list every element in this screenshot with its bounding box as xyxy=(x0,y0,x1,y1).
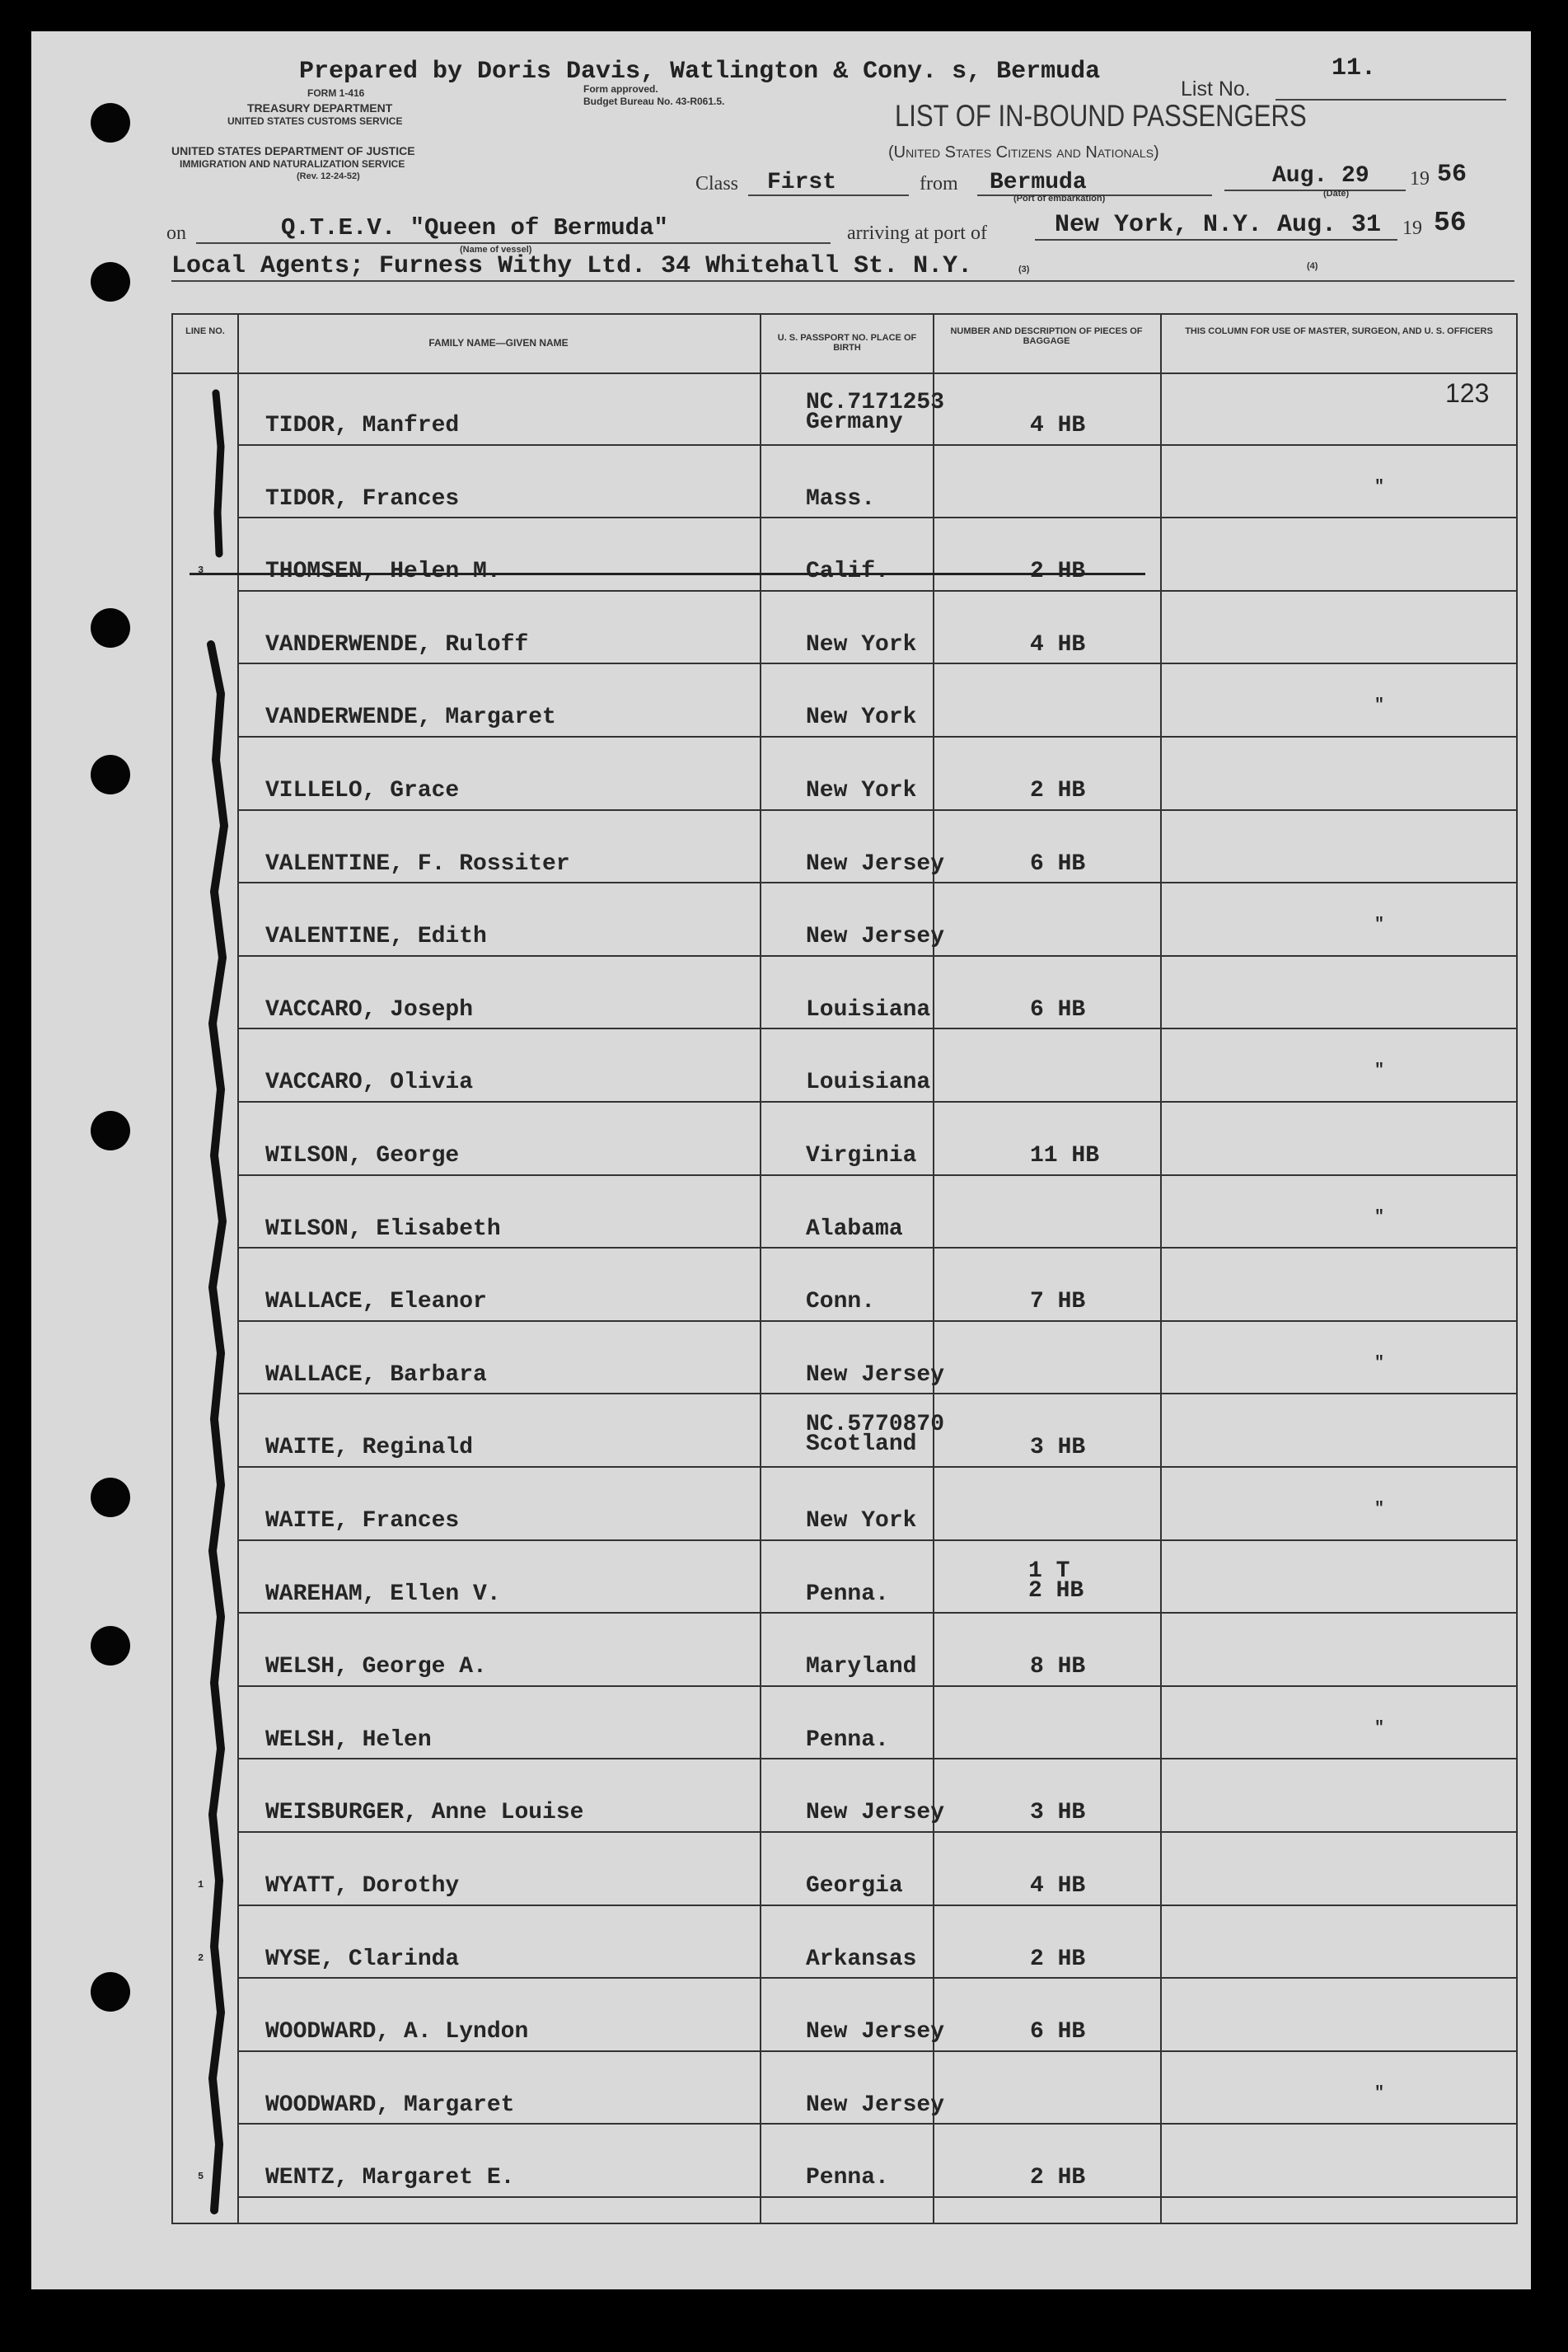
place-of-birth: New Jersey xyxy=(806,1361,945,1388)
place-of-birth: New Jersey xyxy=(806,2019,945,2045)
page-number: 11. xyxy=(1332,54,1377,82)
place-of-birth: New Jersey xyxy=(806,850,945,877)
table-row xyxy=(173,1759,1516,1833)
passenger-name: WAITE, Frances xyxy=(265,1508,460,1534)
list-no-label: List No. xyxy=(1181,77,1251,101)
passenger-name: VILLELO, Grace xyxy=(265,778,460,804)
table-row xyxy=(173,2052,1516,2125)
table-row xyxy=(173,1103,1516,1176)
class-value: First xyxy=(767,170,837,195)
line-number: 2 xyxy=(198,1951,204,1964)
passenger-name: TIDOR, Manfred xyxy=(265,413,460,438)
passenger-name: WOODWARD, Margaret xyxy=(265,2092,515,2118)
place-of-birth: Scotland xyxy=(806,1431,917,1458)
arrival-year: 56 xyxy=(1434,208,1467,238)
table-row xyxy=(173,446,1516,519)
table-row xyxy=(173,957,1516,1030)
from-value: Bermuda xyxy=(990,170,1087,195)
table-row xyxy=(173,1614,1516,1687)
handwritten-bracket xyxy=(173,315,237,2223)
from-label: from xyxy=(920,173,958,194)
name-header: FAMILY NAME—GIVEN NAME xyxy=(428,337,569,349)
treasury-dept: TREASURY DEPARTMENT xyxy=(247,101,393,115)
baggage-count-2: 2 HB xyxy=(1028,1577,1084,1604)
line-number: 1 xyxy=(198,1879,204,1891)
baggage-count: 7 HB xyxy=(1030,1289,1086,1315)
arrival-line xyxy=(1035,239,1397,241)
budget-bureau: Budget Bureau No. 43-R061.5. xyxy=(583,96,725,107)
officer-note: 123 xyxy=(1445,378,1490,408)
table-row xyxy=(173,518,1516,592)
table-row xyxy=(173,1394,1516,1468)
table-row xyxy=(173,2125,1516,2198)
port-embarkation-caption: (Port of embarkation) xyxy=(1013,194,1106,204)
list-no-line xyxy=(1275,99,1506,101)
local-agents: Local Agents; Furness Withy Ltd. 34 Whitehall St. N.Y. xyxy=(171,252,973,280)
passenger-name: WYATT, Dorothy xyxy=(265,1873,460,1899)
place-of-birth: Arkansas xyxy=(806,1946,917,1972)
baggage-count: 2 HB xyxy=(1030,778,1086,804)
baggage-count: 6 HB xyxy=(1030,850,1086,877)
passport-number: NC.7171253 xyxy=(806,390,945,415)
passenger-name: VANDERWENDE, Ruloff xyxy=(265,631,529,658)
place-of-birth: Louisiana xyxy=(806,1070,931,1096)
place-of-birth: Penna. xyxy=(806,1727,889,1753)
agents-line xyxy=(171,280,1514,282)
place-of-birth: Virginia xyxy=(806,1143,917,1169)
departure-year: 56 xyxy=(1437,161,1467,189)
passenger-name: WALLACE, Barbara xyxy=(265,1361,487,1388)
arriving-label: arriving at port of xyxy=(847,223,987,244)
table-row xyxy=(173,811,1516,884)
passenger-name: THOMSEN, Helen M. xyxy=(265,559,501,585)
table-row xyxy=(173,1833,1516,1906)
baggage-header: NUMBER AND DESCRIPTION OF PIECES OF BAGGAGE xyxy=(950,326,1143,346)
place-of-birth: New York xyxy=(806,1508,917,1534)
place-of-birth: Penna. xyxy=(806,2165,889,2191)
baggage-count: 2 HB xyxy=(1030,1946,1086,1972)
list-subtitle: (United States Citizens and Nationals) xyxy=(888,143,1159,162)
place-of-birth: Louisiana xyxy=(806,996,931,1023)
date-caption: (Date) xyxy=(1323,189,1350,199)
passenger-name: WENTZ, Margaret E. xyxy=(265,2165,515,2191)
officer-note: " xyxy=(1374,1353,1385,1373)
table-row xyxy=(173,1176,1516,1249)
place-of-birth: New Jersey xyxy=(806,1800,945,1826)
baggage-count: 6 HB xyxy=(1030,996,1086,1023)
strike-through-line xyxy=(190,573,1145,575)
passport-header: U. S. PASSPORT NO. PLACE OF BIRTH xyxy=(777,333,917,353)
binder-hole xyxy=(91,1111,130,1150)
passenger-name: WILSON, George xyxy=(265,1143,460,1169)
baggage-count: 8 HB xyxy=(1030,1654,1086,1680)
vessel-name: Q.T.E.V. "Queen of Bermuda" xyxy=(281,214,668,241)
baggage-count: 4 HB xyxy=(1030,413,1086,438)
baggage-count: 6 HB xyxy=(1030,2019,1086,2045)
binder-hole xyxy=(91,103,130,143)
officer-note: " xyxy=(1374,2083,1385,2103)
place-of-birth: New York xyxy=(806,778,917,804)
baggage-count: 2 HB xyxy=(1030,2165,1086,2191)
binder-hole xyxy=(91,608,130,648)
passenger-name: VACCARO, Olivia xyxy=(265,1070,474,1096)
binder-hole xyxy=(91,1972,130,2012)
place-of-birth: Conn. xyxy=(806,1289,876,1315)
passenger-name: WELSH, George A. xyxy=(265,1654,487,1680)
column-note-3: (3) xyxy=(1018,265,1030,274)
officer-note: " xyxy=(1374,1500,1385,1519)
baggage-count: 4 HB xyxy=(1030,631,1086,658)
on-label: on xyxy=(166,223,186,244)
binder-hole xyxy=(91,1478,130,1517)
table-row xyxy=(173,1979,1516,2052)
baggage-count: 4 HB xyxy=(1030,1873,1086,1899)
baggage-count: 3 HB xyxy=(1030,1800,1086,1826)
passport-number: NC.5770870 xyxy=(806,1412,945,1438)
officer-note: " xyxy=(1374,1207,1385,1227)
passenger-name: VALENTINE, F. Rossiter xyxy=(265,850,570,877)
passenger-name: WAREHAM, Ellen V. xyxy=(265,1581,501,1607)
form-revision: (Rev. 12-24-52) xyxy=(297,171,360,181)
passenger-name: WAITE, Reginald xyxy=(265,1435,474,1461)
table-row xyxy=(173,1322,1516,1395)
table-row xyxy=(173,1029,1516,1103)
passenger-name: WILSON, Elisabeth xyxy=(265,1216,501,1242)
passenger-name: VACCARO, Joseph xyxy=(265,996,474,1023)
passenger-name: VALENTINE, Edith xyxy=(265,924,487,950)
customs-service: UNITED STATES CUSTOMS SERVICE xyxy=(227,115,403,127)
table-row xyxy=(173,1468,1516,1541)
arrival-port: New York, N.Y. Aug. 31 xyxy=(1055,211,1382,239)
passenger-name: WALLACE, Eleanor xyxy=(265,1289,487,1315)
passenger-name: VANDERWENDE, Margaret xyxy=(265,705,556,731)
baggage-count: 11 HB xyxy=(1030,1143,1100,1169)
place-of-birth: Germany xyxy=(806,410,903,435)
binder-hole xyxy=(91,262,130,302)
baggage-count: 3 HB xyxy=(1030,1435,1086,1461)
row-divider xyxy=(237,2196,1516,2198)
baggage-count: 2 HB xyxy=(1030,559,1086,585)
place-of-birth: Calif. xyxy=(806,559,889,585)
passenger-name: WELSH, Helen xyxy=(265,1727,432,1753)
line-number: 5 xyxy=(198,2171,204,2183)
place-of-birth: New Jersey xyxy=(806,2092,945,2118)
line-number: 3 xyxy=(198,565,204,577)
class-line xyxy=(748,194,909,196)
officers-header: THIS COLUMN FOR USE OF MASTER, SURGEON, AND U. S. OFFICERS xyxy=(1185,326,1493,336)
table-row xyxy=(173,883,1516,957)
table-row xyxy=(173,738,1516,811)
place-of-birth: Mass. xyxy=(806,485,876,512)
form-number: FORM 1-416 xyxy=(307,87,365,99)
passenger-table xyxy=(171,313,1518,2224)
baggage-count: 1 T xyxy=(1028,1558,1070,1584)
table-row xyxy=(173,664,1516,738)
form-approved: Form approved. xyxy=(583,83,658,95)
table-row xyxy=(173,1249,1516,1322)
departure-date: Aug. 29 xyxy=(1272,163,1369,189)
class-label: Class xyxy=(695,173,739,194)
officer-note: " xyxy=(1374,477,1385,497)
binder-hole xyxy=(91,1626,130,1666)
place-of-birth: Penna. xyxy=(806,1581,889,1607)
arrival-year-prefix: 19 xyxy=(1402,218,1422,239)
manifest-page xyxy=(31,31,1531,2289)
officer-note: " xyxy=(1374,696,1385,716)
passenger-name: WEISBURGER, Anne Louise xyxy=(265,1800,584,1826)
officer-note: " xyxy=(1374,1718,1385,1738)
immigration-service: IMMIGRATION AND NATURALIZATION SERVICE xyxy=(180,158,405,170)
place-of-birth: Georgia xyxy=(806,1873,903,1899)
place-of-birth: New Jersey xyxy=(806,924,945,950)
prepared-by: Prepared by Doris Davis, Watlington & Cony. s, Bermuda xyxy=(299,58,1101,86)
table-row xyxy=(173,1687,1516,1760)
table-row xyxy=(173,592,1516,665)
column-note-4: (4) xyxy=(1307,261,1318,271)
passenger-name: WYSE, Clarinda xyxy=(265,1946,460,1972)
passenger-name: TIDOR, Frances xyxy=(265,485,460,512)
vessel-caption: (Name of vessel) xyxy=(460,245,532,255)
place-of-birth: Maryland xyxy=(806,1654,917,1680)
place-of-birth: New York xyxy=(806,705,917,731)
officer-note: " xyxy=(1374,916,1385,935)
table-row xyxy=(173,1906,1516,1980)
departure-date-line xyxy=(1224,190,1406,191)
place-of-birth: New York xyxy=(806,631,917,658)
departure-year-prefix: 19 xyxy=(1410,168,1430,190)
place-of-birth: Alabama xyxy=(806,1216,903,1242)
table-row xyxy=(173,372,1516,446)
line-no-header: LINE NO. xyxy=(185,326,225,336)
list-title: LIST OF IN-BOUND PASSENGERS xyxy=(895,99,1307,133)
passenger-name: WOODWARD, A. Lyndon xyxy=(265,2019,529,2045)
justice-dept: UNITED STATES DEPARTMENT OF JUSTICE xyxy=(171,144,415,157)
binder-hole xyxy=(91,755,130,794)
officer-note: " xyxy=(1374,1061,1385,1081)
table-row xyxy=(173,1541,1516,1614)
